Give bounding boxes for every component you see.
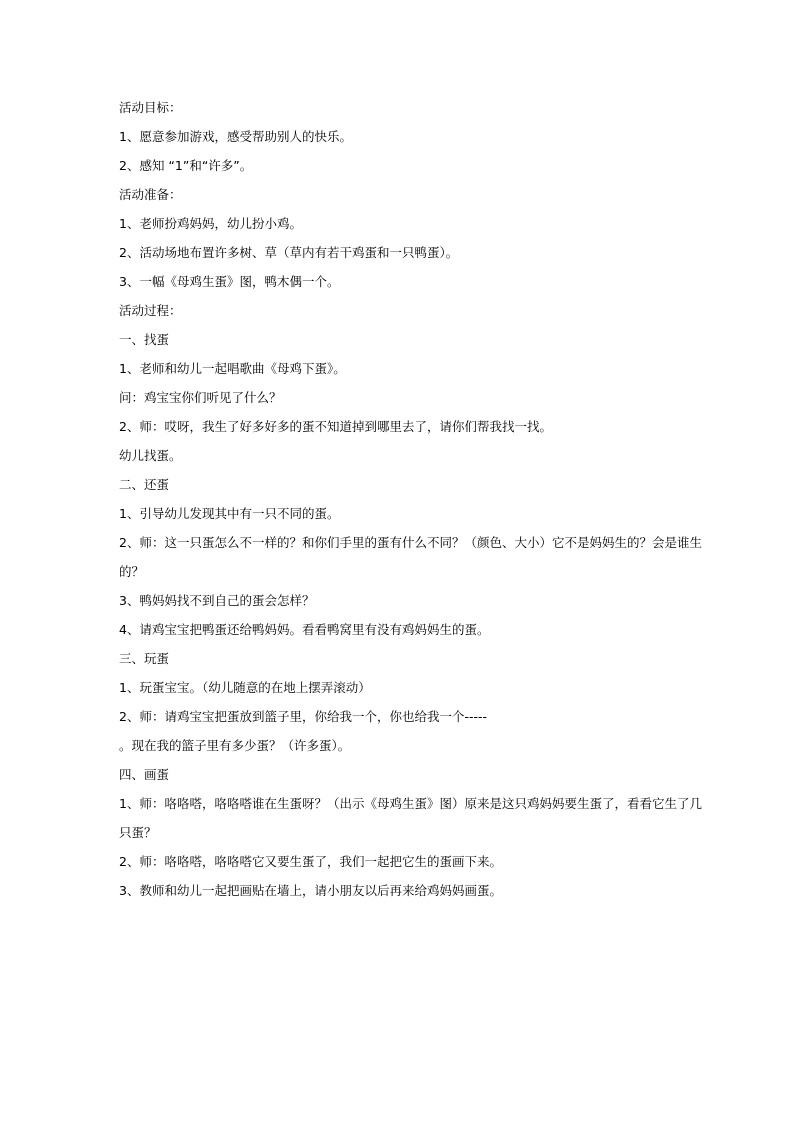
find-step-2: 2、师：哎呀，我生了好多好多的蛋不知道掉到哪里去了，请你们帮我找一找。 bbox=[119, 419, 552, 434]
return-step-2-line-b: 的？ bbox=[119, 564, 145, 579]
heading-activity-preparation: 活动准备： bbox=[119, 187, 182, 202]
return-step-1: 1、引导幼儿发现其中有一只不同的蛋。 bbox=[119, 506, 340, 521]
return-step-2 bbox=[119, 535, 702, 580]
play-step-2 bbox=[119, 709, 679, 754]
section-find-eggs: 一、找蛋 bbox=[119, 332, 170, 347]
draw-step-1-line-a: 1、师：咯咯嗒，咯咯嗒谁在生蛋呀？（出示《母鸡生蛋》图）原来是这只鸡妈妈要生蛋了，看看它生了几 bbox=[119, 796, 702, 811]
preparation-1: 1、老师扮鸡妈妈，幼儿扮小鸡。 bbox=[119, 216, 302, 231]
heading-activity-goals: 活动目标： bbox=[119, 100, 182, 115]
find-step-1: 1、老师和幼儿一起唱歌曲《母鸡下蛋》。 bbox=[119, 361, 346, 376]
goal-1: 1、愿意参加游戏，感受帮助别人的快乐。 bbox=[119, 129, 352, 144]
find-question: 问：鸡宝宝你们听见了什么？ bbox=[119, 390, 282, 405]
draw-step-1 bbox=[119, 796, 702, 841]
section-play-eggs: 三、玩蛋 bbox=[119, 651, 170, 666]
section-draw-eggs: 四、画蛋 bbox=[119, 767, 170, 782]
play-step-2-line-a: 2、师：请鸡宝宝把蛋放到篮子里，你给我一个，你也给我一个----- bbox=[119, 709, 488, 724]
preparation-2: 2、活动场地布置许多树、草（草内有若干鸡蛋和一只鸭蛋）。 bbox=[119, 245, 459, 260]
draw-step-3: 3、教师和幼儿一起把画贴在墙上，请小朋友以后再来给鸡妈妈画蛋。 bbox=[119, 883, 502, 898]
heading-activity-process: 活动过程： bbox=[119, 303, 182, 318]
document-body bbox=[119, 100, 702, 912]
draw-step-2: 2、师：咯咯嗒，咯咯嗒它又要生蛋了，我们一起把它生的蛋画下来。 bbox=[119, 854, 502, 869]
play-step-2-line-b: 。现在我的篮子里有多少蛋？（许多蛋）。 bbox=[119, 738, 351, 753]
preparation-3: 3、一幅《母鸡生蛋》图，鸭木偶一个。 bbox=[119, 274, 340, 289]
return-step-3: 3、鸭妈妈找不到自己的蛋会怎样？ bbox=[119, 593, 315, 608]
section-return-eggs: 二、还蛋 bbox=[119, 477, 170, 492]
draw-step-1-line-b: 只蛋？ bbox=[119, 825, 157, 840]
return-step-2-line-a: 2、师：这一只蛋怎么不一样的？和你们手里的蛋有什么不同？（颜色、大小）它不是妈妈生的？会是谁生 bbox=[119, 535, 702, 550]
find-children-action: 幼儿找蛋。 bbox=[119, 448, 182, 463]
return-step-4: 4、请鸡宝宝把鸭蛋还给鸭妈妈。看看鸭窝里有没有鸡妈妈生的蛋。 bbox=[119, 622, 490, 637]
goal-2: 2、感知 “1”和“许多”。 bbox=[119, 158, 253, 173]
play-step-1: 1、玩蛋宝宝。（幼儿随意的在地上摆弄滚动） bbox=[119, 680, 371, 695]
